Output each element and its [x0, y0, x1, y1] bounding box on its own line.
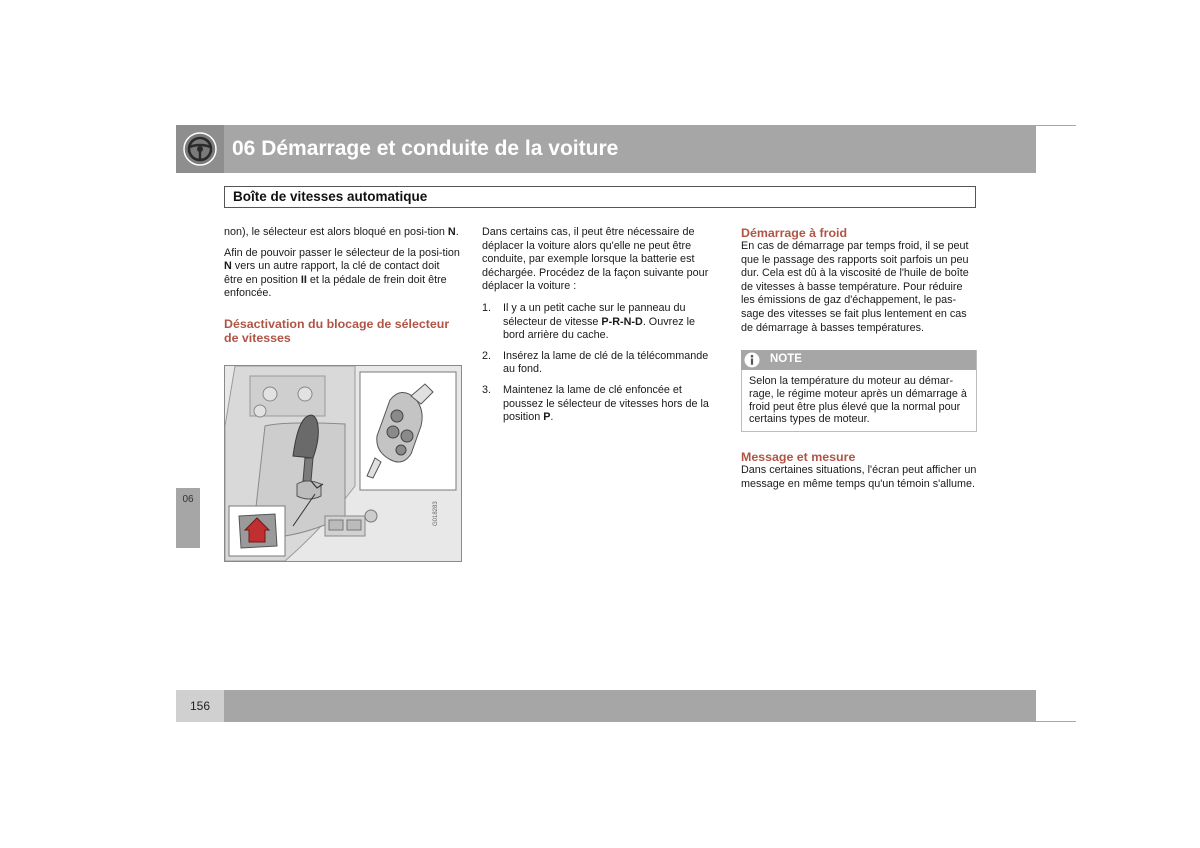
- bold-text: II: [300, 273, 307, 286]
- text-run: vers un autre rapport, la clé de contact doit être en position: [224, 260, 440, 286]
- paragraph: [224, 247, 460, 301]
- text-run: . Ouvrez le bord arrière du cache.: [503, 315, 696, 342]
- paragraph: Dans certaines situations, l'écran peut afficher un message en même temps qu'un témoin s'allume.: [741, 464, 977, 490]
- header-rule: [1036, 125, 1076, 126]
- note-label: NOTE: [770, 353, 802, 365]
- bold-text: P-R-N-D: [601, 315, 643, 328]
- step-number: 2.: [482, 349, 492, 362]
- steps-list: [482, 302, 718, 425]
- gear-selector-illustration: [224, 365, 462, 562]
- column-2: [482, 226, 718, 432]
- bold-text: N: [224, 260, 232, 273]
- list-item: [482, 350, 718, 377]
- chapter-side-tab-label: 06: [182, 494, 194, 505]
- footer-rule: [1036, 721, 1076, 722]
- section-heading: Désactivation du blocage de sélecteur de vitesses: [224, 316, 450, 345]
- figure-code: G018283: [433, 501, 439, 526]
- chapter-title: 06 Démarrage et conduite de la voiture: [232, 137, 619, 160]
- paragraph: En cas de démarrage par temps froid, il se peut que le passage des rapports soit parfois un peu dur. Cela est dû à la viscosité de l'huile de boîte de vitesses à basse température. Pour réduire les émissions de gaz d'échappement, le pas-sage des vitesses se fait plus lentement en cas de démarrage à basses températures.: [741, 240, 969, 334]
- step-number: 1.: [482, 301, 492, 314]
- paragraph: [224, 226, 460, 240]
- text-run: .: [550, 411, 554, 424]
- column-1: [224, 226, 460, 345]
- text-run: Afin de pouvoir passer le sélecteur de la posi-tion: [224, 246, 460, 259]
- text-run: Il y a un petit cache sur le panneau du sélecteur de vitesse: [503, 301, 686, 328]
- section-heading: Message et mesure: [741, 450, 856, 464]
- step-number: 3.: [482, 383, 492, 396]
- list-item: [482, 384, 718, 425]
- list-item: [482, 302, 718, 343]
- note-text: Selon la température du moteur au démar-rage, le régime moteur après un démarrage à froid peut être plus élevé que la normal pour certains types de moteur.: [749, 375, 967, 426]
- info-icon: [744, 352, 760, 368]
- page-number: 156: [189, 699, 211, 713]
- text-run: Maintenez la lame de clé enfoncée et poussez le sélecteur de vitesses hors de la position: [503, 383, 709, 424]
- footer-bar: [224, 690, 1036, 722]
- text-run: Insérez la lame de clé de la télécommande au fond.: [503, 349, 709, 376]
- bold-text: N: [447, 226, 456, 238]
- text-run: non), le sélecteur est alors bloqué en posi-tion: [224, 226, 448, 238]
- bold-text: P: [543, 411, 551, 424]
- intro-paragraph: Dans certains cas, il peut être nécessaire de déplacer la voiture alors qu'elle ne peut être conduite, par exemple lorsque la batterie est déchargée. Procédez de la façon suivante pour déplacer la voiture :: [482, 226, 709, 293]
- text-run: .: [455, 226, 459, 238]
- section-heading: Démarrage à froid: [741, 226, 848, 240]
- section-title: Boîte de vitesses automatique: [233, 189, 428, 204]
- column-3-lower: [741, 450, 977, 491]
- column-3: [741, 226, 977, 335]
- steering-wheel-icon: [183, 132, 217, 166]
- text-run: et la pédale de frein doit être enfoncée.: [224, 273, 447, 300]
